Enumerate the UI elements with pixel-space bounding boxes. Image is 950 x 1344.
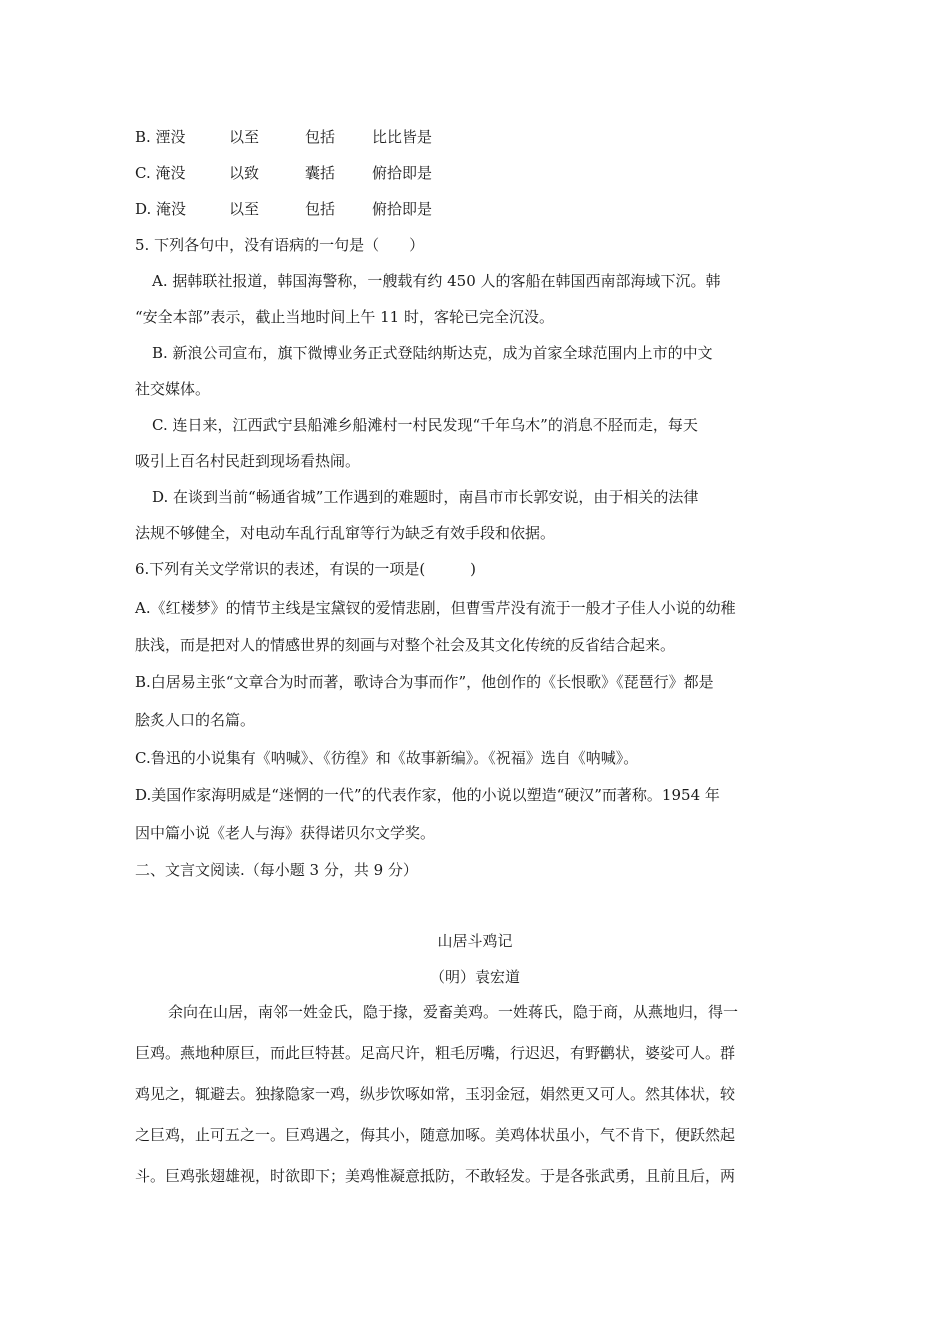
option-b-word4: 比比皆是 [372, 128, 433, 146]
question-5-option-a-line1: A. 据韩联社报道，韩国海警称，一艘载有约 450 人的客船在韩国西南部海域下沉。韩 [152, 272, 721, 290]
question-6-option-c: C.鲁迅的小说集有《呐喊》、《彷徨》和《故事新编》。《祝福》选自《呐喊》。 [135, 749, 639, 767]
option-b-word3: 包括 [305, 128, 336, 146]
section-2-heading: 二、文言文阅读.（每小题 3 分，共 9 分） [135, 861, 418, 879]
article-line-5: 斗。巨鸡张翅雄视，时欲即下；美鸡惟凝意抵防，不敢轻发。于是各张武勇，且前且后，两 [135, 1167, 736, 1185]
option-d-word3: 包括 [305, 200, 336, 218]
option-b-label: B. 湮没 [135, 128, 186, 146]
question-6-option-b-line1: B.白居易主张“文章合为时而著，歌诗合为事而作”，他创作的《长恨歌》《琵琶行》都是 [135, 673, 714, 691]
question-5-option-d-line2: 法规不够健全，对电动车乱行乱窜等行为缺乏有效手段和依据。 [135, 524, 556, 542]
option-c-word3: 囊括 [305, 164, 336, 182]
article-line-4: 之巨鸡，止可五之一。巨鸡遇之，侮其小，随意加啄。美鸡体状虽小，气不肯下，便跃然起 [135, 1126, 736, 1144]
question-5-option-c-line1: C. 连日来，江西武宁县船滩乡船滩村一村民发现“千年乌木”的消息不胫而走，每天 [152, 416, 698, 434]
question-5-stem: 5. 下列各句中，没有语病的一句是（ ） [135, 236, 425, 254]
article-line-2: 巨鸡。燕地种原巨，而此巨特甚。足高尺许，粗毛厉嘴，行迟迟，有野鹳状，婆娑可人。群 [135, 1044, 736, 1062]
option-d-label: D. 淹没 [135, 200, 187, 218]
question-6-option-b-line2: 脍炙人口的名篇。 [135, 711, 256, 729]
option-d-word4: 俯拾即是 [372, 200, 433, 218]
article-title: 山居斗鸡记 [437, 932, 513, 950]
question-6-option-a-line2: 肤浅，而是把对人的情感世界的刻画与对整个社会及其文化传统的反省结合起来。 [135, 636, 676, 654]
question-5-option-a-line2: “安全本部”表示，截止当地时间上午 11 时，客轮已完全沉没。 [135, 308, 554, 326]
option-d-word2: 以至 [229, 200, 260, 218]
question-6-option-d-line1: D.美国作家海明威是“迷惘的一代”的代表作家，他的小说以塑造“硬汉”而著称。1954 年 [135, 786, 720, 804]
question-5-option-d-line1: D. 在谈到当前“畅通省城”工作遇到的难题时，南昌市市长郭安说，由于相关的法律 [152, 488, 699, 506]
question-6-stem: 6.下列有关文学常识的表述，有误的一项是( ) [135, 560, 477, 578]
article-line-1: 余向在山居，南邻一姓金氏，隐于掾，爱畜美鸡。一姓蒋氏，隐于商，从燕地归，得一 [168, 1003, 739, 1021]
article-line-3: 鸡见之，辄避去。独掾隐家一鸡，纵步饮啄如常，玉羽金冠，娟然更又可人。然其体状，较 [135, 1085, 736, 1103]
option-b-word2: 以至 [229, 128, 260, 146]
question-5-option-c-line2: 吸引上百名村民赶到现场看热闹。 [135, 452, 361, 470]
option-c-label: C. 淹没 [135, 164, 186, 182]
option-c-word4: 俯拾即是 [372, 164, 433, 182]
question-5-option-b-line2: 社交媒体。 [135, 380, 211, 398]
question-6-option-d-line2: 因中篇小说《老人与海》获得诺贝尔文学奖。 [135, 824, 436, 842]
question-5-option-b-line1: B. 新浪公司宣布，旗下微博业务正式登陆纳斯达克，成为首家全球范围内上市的中文 [152, 344, 713, 362]
question-6-option-a-line1: A.《红楼梦》的情节主线是宝黛钗的爱情悲剧，但曹雪芹没有流于一般才子佳人小说的幼稚 [135, 599, 736, 617]
article-author: （明）袁宏道 [429, 968, 520, 986]
option-c-word2: 以致 [229, 164, 260, 182]
